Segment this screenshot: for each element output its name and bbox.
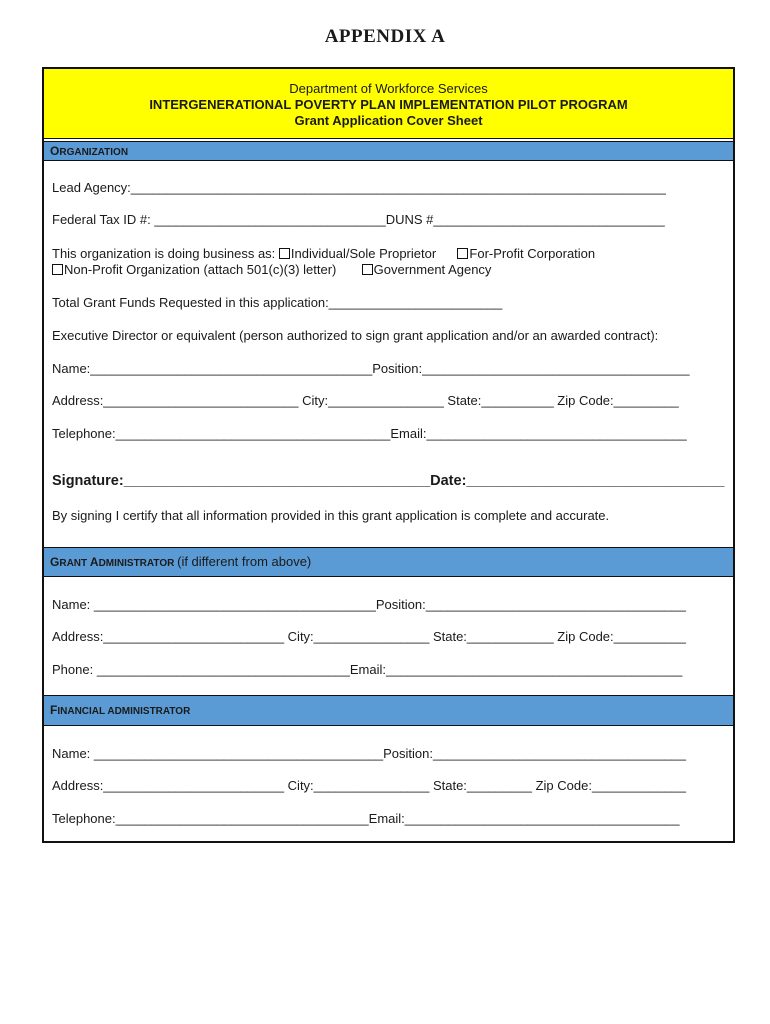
department-name: Department of Workforce Services bbox=[289, 81, 488, 96]
ga-name-position-field[interactable]: Name: _______________________________________Position:____________________________________ bbox=[52, 597, 687, 612]
sheet-title: Grant Application Cover Sheet bbox=[294, 113, 483, 128]
section-title-initial: F bbox=[50, 703, 58, 717]
section-title-rest: RGANIZATION bbox=[59, 147, 129, 158]
cover-sheet-form bbox=[42, 67, 735, 843]
section-title-part: RANT bbox=[59, 558, 90, 569]
forprofit-checkbox[interactable] bbox=[457, 248, 468, 259]
exec-telephone-email-field[interactable]: Telephone:______________________________________Email:____________________________________ bbox=[52, 426, 687, 441]
nonprofit-checkbox[interactable] bbox=[52, 264, 63, 275]
appendix-title: APPENDIX A bbox=[324, 26, 446, 47]
forprofit-label: For-Profit Corporation bbox=[469, 246, 596, 261]
section-title-initial: O bbox=[50, 144, 60, 158]
section-grant-administrator bbox=[44, 547, 733, 577]
form-header bbox=[44, 69, 733, 139]
section-title-rest: INANCIAL ADMINISTRATOR bbox=[57, 706, 191, 717]
signature-date-field[interactable]: Signature:______________________________________Date:________________________________ bbox=[52, 473, 725, 489]
ga-phone-email-field[interactable]: Phone: ___________________________________Email:_________________________________________ bbox=[52, 662, 683, 677]
business-type-row-2 bbox=[52, 262, 491, 277]
fa-name-position-field[interactable]: Name: ________________________________________Position:___________________________________ bbox=[52, 746, 687, 761]
business-type-label: This organization is doing business as: bbox=[52, 246, 276, 261]
section-title-initial-2: A bbox=[89, 555, 99, 569]
individual-checkbox[interactable] bbox=[279, 248, 290, 259]
section-financial-administrator bbox=[44, 695, 733, 726]
ga-address-field[interactable]: Address:_________________________ City:________________ State:____________ Zip Code:__________ bbox=[52, 629, 686, 644]
section-title-rest: DMINISTRATOR bbox=[98, 558, 175, 569]
section-note: (if different from above) bbox=[177, 554, 312, 569]
exec-address-field[interactable]: Address:___________________________ City:________________ State:__________ Zip Code:_________ bbox=[52, 393, 679, 408]
individual-label: Individual/Sole Proprietor bbox=[290, 246, 437, 261]
section-title-initial: G bbox=[50, 555, 60, 569]
fa-address-field[interactable]: Address:_________________________ City:________________ State:_________ Zip Code:_____________ bbox=[52, 778, 686, 793]
exec-name-position-field[interactable]: Name:_______________________________________Position:_____________________________________ bbox=[52, 361, 690, 376]
fa-telephone-email-field[interactable]: Telephone:___________________________________Email:______________________________________ bbox=[52, 811, 680, 826]
program-title: INTERGENERATIONAL POVERTY PLAN IMPLEMENTATION PILOT PROGRAM bbox=[149, 97, 628, 112]
government-label: Government Agency bbox=[373, 262, 492, 277]
government-checkbox[interactable] bbox=[362, 264, 373, 275]
nonprofit-label: Non-Profit Organization (attach 501(c)(3) letter) bbox=[64, 262, 337, 277]
tax-id-duns-field[interactable]: Federal Tax ID #: ________________________________DUNS #________________________________ bbox=[52, 212, 665, 227]
certify-statement: By signing I certify that all information provided in this grant application is complete and accurate. bbox=[52, 508, 610, 523]
exec-director-label: Executive Director or equivalent (person authorized to sign grant application and/or an awarded contract): bbox=[52, 328, 659, 343]
section-organization bbox=[44, 141, 733, 161]
total-funds-field[interactable]: Total Grant Funds Requested in this application:________________________ bbox=[52, 295, 503, 310]
lead-agency-field[interactable]: Lead Agency:__________________________________________________________________________ bbox=[52, 180, 666, 195]
business-type-row bbox=[52, 246, 595, 261]
